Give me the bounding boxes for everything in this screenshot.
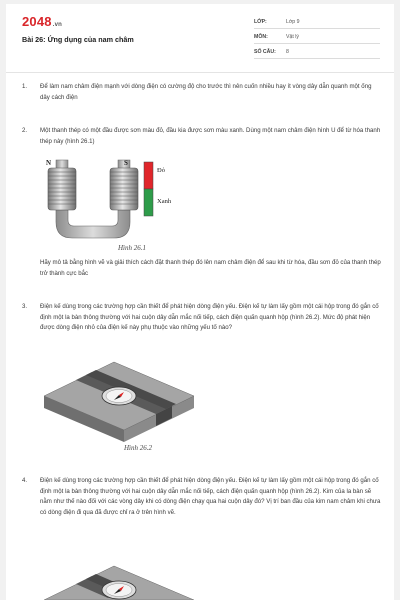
- bar-label-green: Xanh: [157, 198, 172, 205]
- pole-label-n: N: [46, 159, 52, 167]
- question-text: Điện kế dùng trong các trường hợp cần thiết để phát hiện dòng điện yếu. Điện kế tự làm lấy gồm một cái hộp trong đó gắn cố định một la bàn thông thường với hai cuộn dây dẫn mắc nối tiếp, cách điện quấn quanh hộp (hình 26.2). Kim của la bàn sẽ nằm như thế nào đối với các vòng dây khi có dòng điện chạy qua hai cuộn dây đó? Vị trí ban đầu của kim nam châm khi chưa có dòng điện đi qua đã được chỉ ra ở trên hình vẽ.: [40, 477, 381, 516]
- pole-label-s: S: [124, 159, 128, 167]
- logo-tld: .vn: [52, 22, 63, 28]
- question-text: Để làm nam châm điện mạnh với dòng điện có cường độ cho trước thì nên cuốn nhiều hay ít vòng dây dẫn quanh một ống dây cách điện: [40, 83, 372, 101]
- question-number: 2.: [22, 127, 28, 134]
- meta-key: MÔN:: [254, 34, 268, 40]
- lesson-title: Bài 26: Ứng dụng của nam châm: [22, 35, 134, 44]
- site-logo[interactable]: [22, 14, 62, 29]
- worksheet-page: [6, 4, 394, 600]
- question-text: Điện kế dùng trong các trường hợp cần thiết để phát hiện dòng điện yếu. Điện kế tự làm lấy gồm một cái hộp trong đó gắn cố định một la bàn thông thường với hai cuộn dây dẫn mắc nối tiếp, cách điện quấn quanh hộp (hình 26.2). Mức độ phát hiện được dòng điện nhỏ của điện kế này phụ thuộc vào những yếu tố nào?: [40, 303, 379, 331]
- meta-grade: [254, 16, 380, 29]
- u-magnet-figure: [40, 156, 190, 240]
- worksheet-header: [6, 4, 394, 70]
- question-text: Một thanh thép có một đầu được sơn màu đỏ, đầu kia được sơn màu xanh. Dùng một nam châm điện hình U để từ hóa thanh thép này (hình 26.1): [40, 127, 381, 145]
- steel-bar-red-end: [144, 162, 153, 189]
- figure-caption: Hình 26.2: [124, 444, 152, 452]
- question-2-followup: Hãy mô tả bằng hình vẽ và giải thích cách đặt thanh thép đó lên nam châm điện để sau khi từ hóa, đầu sơn đỏ của thanh thép trở thành cực bắc: [40, 259, 381, 277]
- figure-caption: Hình 26.1: [118, 244, 146, 252]
- meta-question-count: [254, 46, 380, 59]
- meta-value: Lớp 9: [286, 19, 300, 25]
- logo-text: 2048: [22, 14, 52, 29]
- meta-value: Vật lý: [286, 34, 299, 40]
- galvanometer-figure: [40, 358, 198, 442]
- question-number: 3.: [22, 303, 28, 310]
- meta-value: 8: [286, 49, 289, 55]
- question-number: 4.: [22, 477, 28, 484]
- meta-key: SỐ CÂU:: [254, 49, 276, 55]
- header-divider: [6, 72, 394, 73]
- steel-bar-green-end: [144, 189, 153, 216]
- galvanometer-figure-partial: [40, 562, 198, 600]
- question-number: 1.: [22, 83, 28, 90]
- meta-subject: [254, 31, 380, 44]
- meta-key: LỚP:: [254, 19, 267, 25]
- bar-label-red: Đỏ: [157, 167, 165, 174]
